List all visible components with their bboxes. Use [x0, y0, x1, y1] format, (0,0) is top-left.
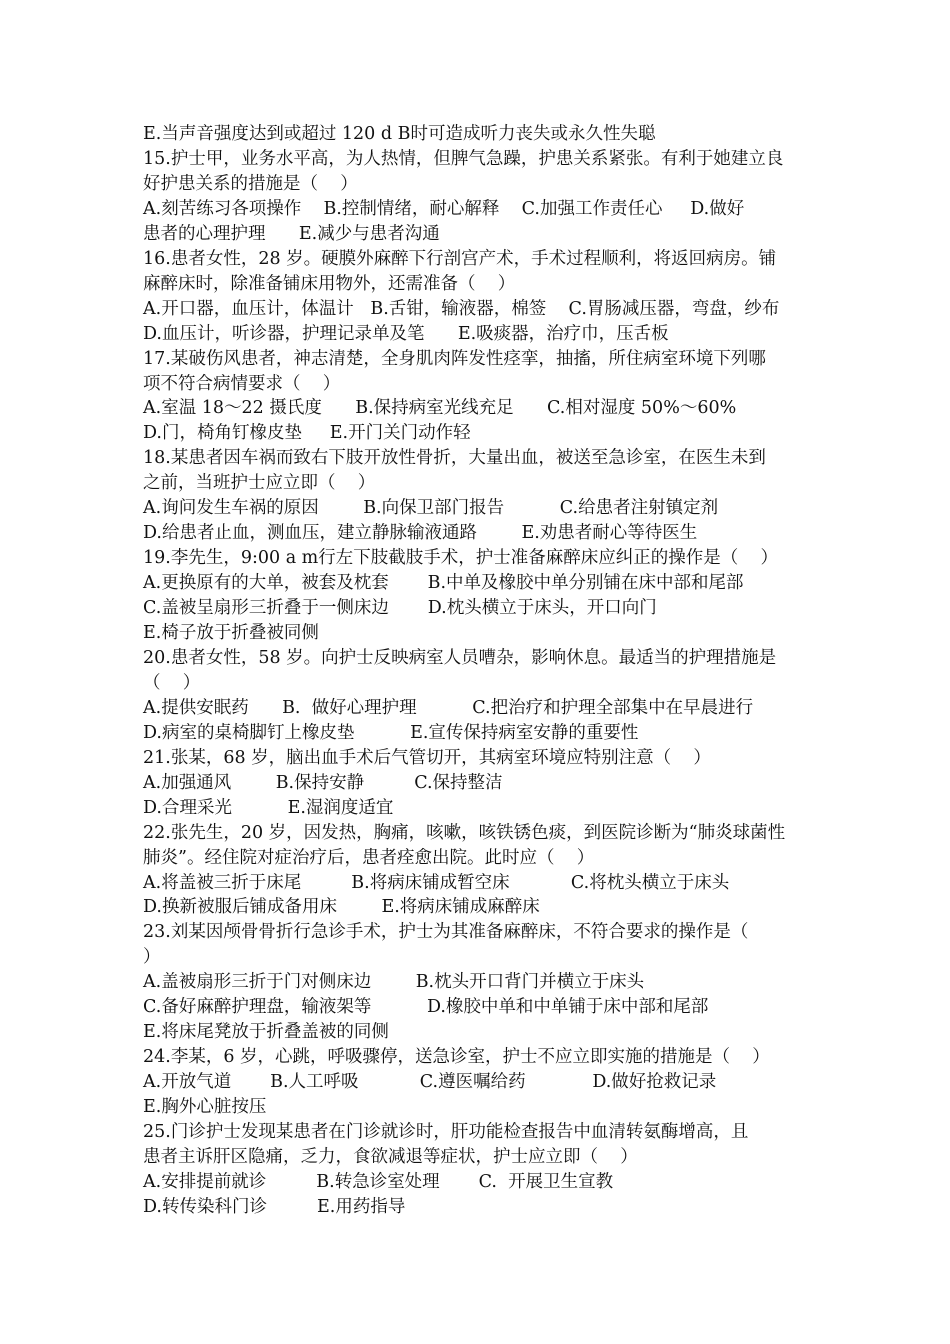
text-line: 22.张先生，20 岁，因发热，胸痛，咳嗽，咳铁锈色痰，到医院诊断为“肺炎球菌性: [143, 823, 786, 843]
text-line: 15.护士甲，业务水平高，为人热情，但脾气急躁，护患关系紧张。有利于她建立良: [143, 149, 784, 169]
text-line: A.盖被扇形三折于门对侧床边 B.枕头开口背门并横立于床头: [143, 972, 645, 992]
text-line: D.病室的桌椅脚钉上橡皮垫 E.宣传保持病室安静的重要性: [143, 723, 639, 743]
text-line: C.备好麻醉护理盘，输液架等 D.橡胶中单和中单铺于床中部和尾部: [143, 997, 709, 1017]
text-line: E.当声音强度达到或超过 120 d B时可造成听力丧失或永久性失聪: [143, 124, 656, 144]
text-line: D.合理采光 E.湿润度适宜: [143, 798, 394, 818]
text-line: 17.某破伤风患者，神志清楚，全身肌肉阵发性痉挛，抽搐，所住病室环境下列哪: [143, 349, 766, 369]
text-line: 患者的心理护理 E.减少与患者沟通: [143, 224, 440, 244]
text-line: 麻醉床时，除准备铺床用物外，还需准备（ ）: [143, 274, 516, 294]
text-line: C.盖被呈扇形三折叠于一侧床边 D.枕头横立于床头，开口向门: [143, 598, 657, 618]
text-line: D.转传染科门诊 E.用药指导: [143, 1197, 406, 1217]
text-line: A.室温 18～22 摄氏度 B.保持病室光线充足 C.相对湿度 50%～60%: [143, 398, 737, 418]
text-line: 23.刘某因颅骨骨折行急诊手术，护士为其准备麻醉床，不符合要求的操作是（: [143, 922, 749, 942]
text-line: 21.张某，68 岁，脑出血手术后气管切开，其病室环境应特别注意（ ）: [143, 748, 711, 768]
text-line: A.询问发生车祸的原因 B.向保卫部门报告 C.给患者注射镇定剂: [143, 498, 719, 518]
text-line: 16.患者女性，28 岁。硬膜外麻醉下行剖宫产术，手术过程顺利，将返回病房。铺: [143, 249, 777, 269]
text-line: 20.患者女性，58 岁。向护士反映病室人员嘈杂，影响休息。最适当的护理措施是: [143, 648, 777, 668]
text-line: D.门，椅角钉橡皮垫 E.开门关门动作轻: [143, 423, 471, 443]
text-line: 24.李某，6 岁，心跳，呼吸骤停，送急诊室，护士不应立即实施的措施是（ ）: [143, 1047, 770, 1067]
text-line: E.椅子放于折叠被同侧: [143, 623, 319, 643]
text-line: A.加强通风 B.保持安静 C.保持整洁: [143, 773, 503, 793]
text-line: A.将盖被三折于床尾 B.将病床铺成暂空床 C.将枕头横立于床头: [143, 873, 730, 893]
text-line: ）: [143, 947, 161, 967]
text-line: 患者主诉肝区隐痛，乏力，食欲减退等症状，护士应立即（ ）: [143, 1147, 638, 1167]
text-line: 好护患关系的措施是（ ）: [143, 174, 358, 194]
text-line: E.胸外心脏按压: [143, 1097, 267, 1117]
text-line: 肺炎”。经住院对症治疗后，患者痊愈出院。此时应（ ）: [143, 848, 595, 868]
text-line: D.给患者止血，测血压，建立静脉输液通路 E.劝患者耐心等待医生: [143, 523, 698, 543]
text-line: A.开放气道 B.人工呼吸 C.遵医嘱给药 D.做好抢救记录: [143, 1072, 717, 1092]
text-line: 项不符合病情要求（ ）: [143, 374, 341, 394]
text-line: D.换新被服后铺成备用床 E.将病床铺成麻醉床: [143, 897, 540, 917]
text-line: （ ）: [143, 673, 201, 693]
text-line: 25.门诊护士发现某患者在门诊就诊时，肝功能检查报告中血清转氨酶增高，且: [143, 1122, 749, 1142]
text-line: 之前，当班护士应立即（ ）: [143, 473, 376, 493]
text-line: A.开口器，血压计，体温计 B.舌钳，输液器，棉签 C.胃肠减压器，弯盘，纱布: [143, 299, 780, 319]
text-line: A.刻苦练习各项操作 B.控制情绪，耐心解释 C.加强工作责任心 D.做好: [143, 199, 745, 219]
text-line: D.血压计，听诊器，护理记录单及笔 E.吸痰器，治疗巾，压舌板: [143, 324, 669, 344]
text-line: 18.某患者因车祸而致右下肢开放性骨折，大量出血，被送至急诊室，在医生未到: [143, 448, 766, 468]
text-line: E.将床尾凳放于折叠盖被的同侧: [143, 1022, 389, 1042]
text-line: A.更换原有的大单，被套及枕套 B.中单及橡胶中单分别铺在床中部和尾部: [143, 573, 744, 593]
text-line: A.安排提前就诊 B.转急诊室处理 C. 开展卫生宣教: [143, 1172, 614, 1192]
text-line: 19.李先生，9:00 a m行左下肢截肢手术，护士准备麻醉床应纠正的操作是（ ）: [143, 548, 779, 568]
text-line: A.提供安眠药 B. 做好心理护理 C.把治疗和护理全部集中在早晨进行: [143, 698, 754, 718]
